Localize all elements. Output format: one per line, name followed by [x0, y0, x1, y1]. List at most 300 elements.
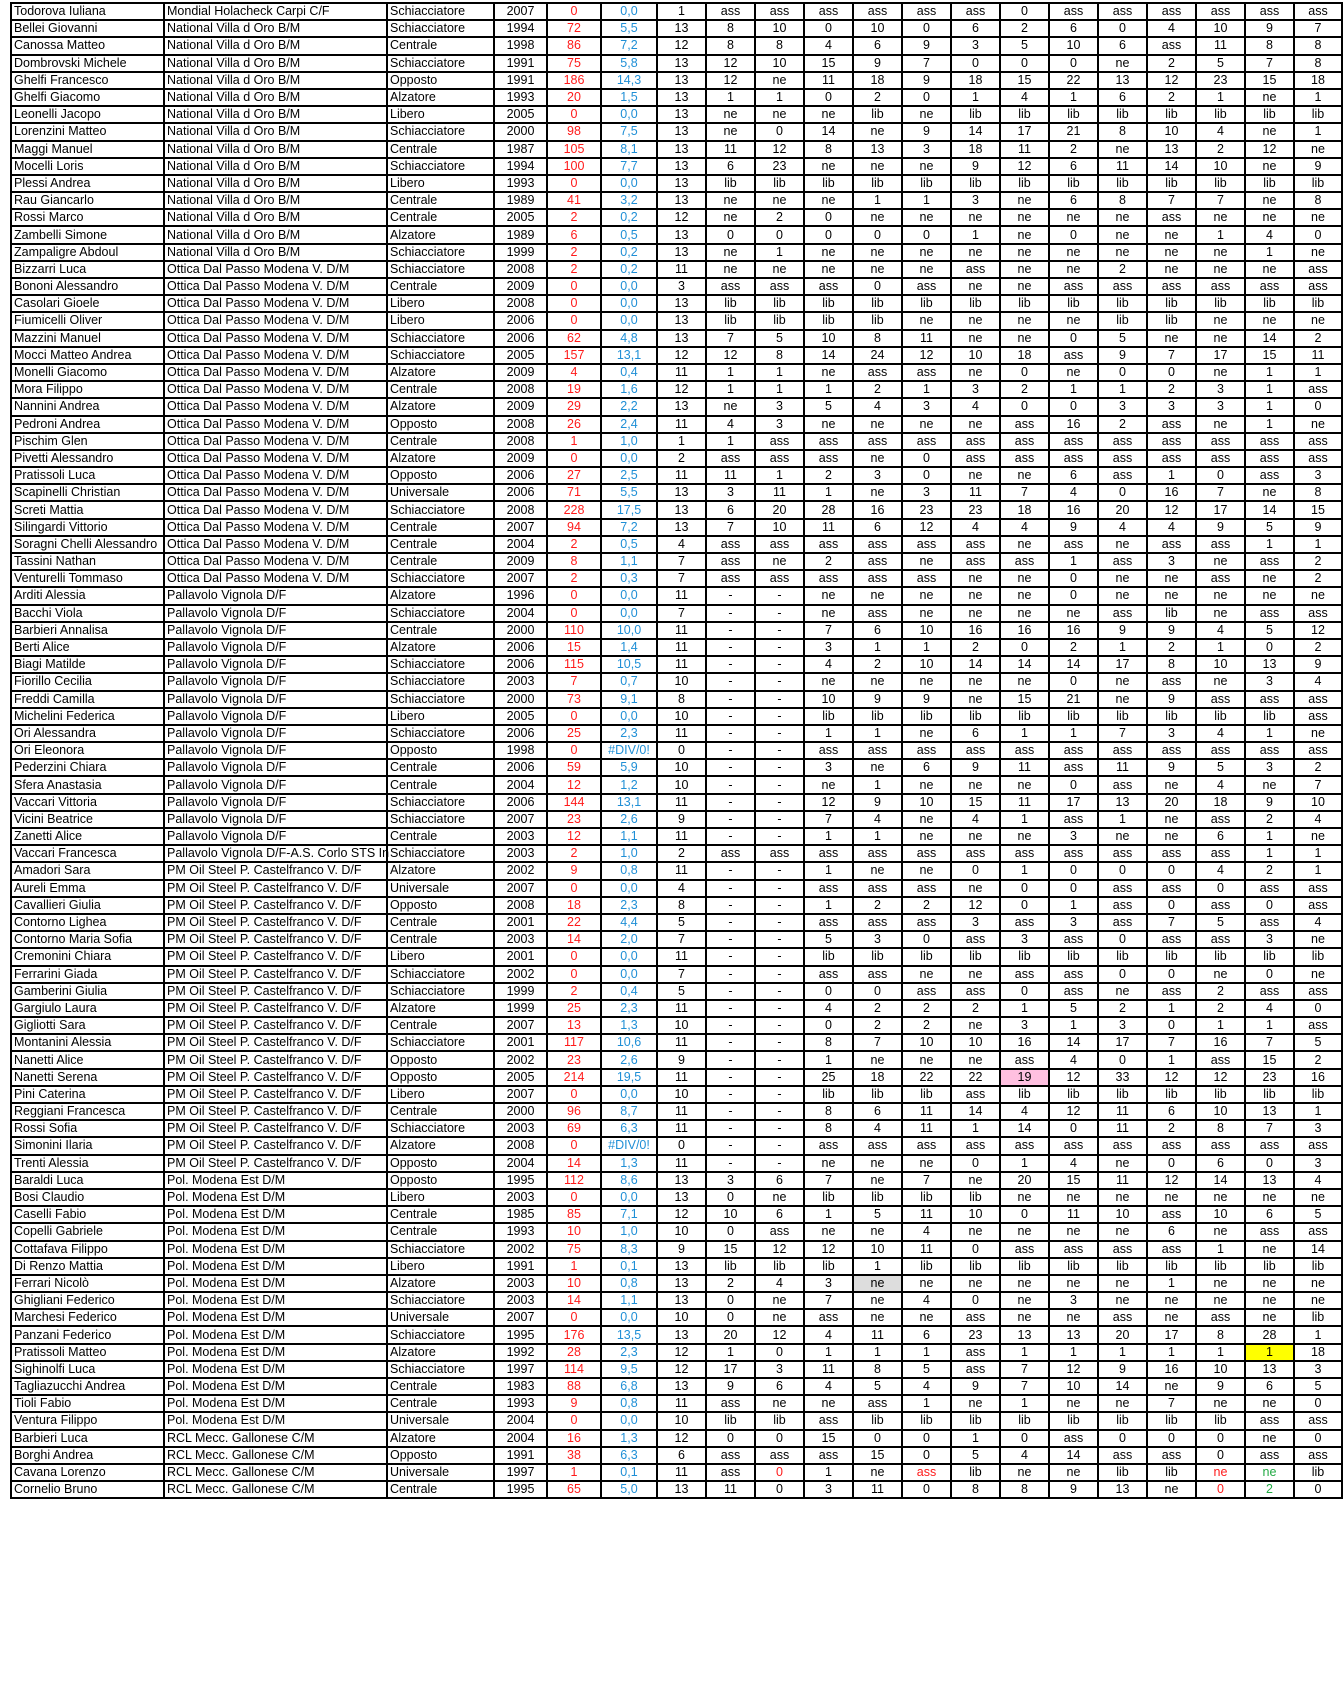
match-9-cell[interactable]: ne [1098, 1275, 1147, 1292]
role-cell[interactable]: Universale [387, 1309, 494, 1326]
match-5-cell[interactable]: 0 [902, 226, 951, 243]
role-cell[interactable]: Schiacciatore [387, 656, 494, 673]
player-name-cell[interactable]: Silingardi Vittorio [11, 519, 164, 536]
match-13-cell[interactable]: ass [1294, 1447, 1342, 1464]
matches-cell[interactable]: 11 [657, 622, 706, 639]
role-cell[interactable]: Schiacciatore [387, 1326, 494, 1343]
match-11-cell[interactable]: 12 [1196, 1069, 1245, 1086]
match-6-cell[interactable]: lib [951, 948, 1000, 965]
match-4-cell[interactable]: 1 [853, 828, 902, 845]
matches-cell[interactable]: 13 [657, 484, 706, 501]
match-6-cell[interactable]: 4 [951, 811, 1000, 828]
match-9-cell[interactable]: ass [1098, 880, 1147, 897]
match-2-cell[interactable]: 11 [755, 484, 804, 501]
match-4-cell[interactable]: 0 [853, 1430, 902, 1447]
total-points-cell[interactable]: 0 [547, 1086, 601, 1103]
match-12-cell[interactable]: lib [1245, 708, 1294, 725]
total-points-cell[interactable]: 62 [547, 330, 601, 347]
match-2-cell[interactable]: ne [755, 1189, 804, 1206]
match-8-cell[interactable]: 1 [1049, 89, 1098, 106]
match-12-cell[interactable]: ne [1245, 1189, 1294, 1206]
match-12-cell[interactable]: ass [1245, 450, 1294, 467]
match-7-cell[interactable]: 0 [1000, 364, 1049, 381]
total-points-cell[interactable]: 0 [547, 106, 601, 123]
match-1-cell[interactable]: - [706, 776, 755, 793]
role-cell[interactable]: Schiacciatore [387, 673, 494, 690]
average-cell[interactable]: 2,3 [601, 725, 657, 742]
match-12-cell[interactable]: ne [1245, 1430, 1294, 1447]
match-4-cell[interactable]: lib [853, 708, 902, 725]
role-cell[interactable]: Schiacciatore [387, 20, 494, 37]
match-10-cell[interactable]: lib [1147, 106, 1196, 123]
match-8-cell[interactable]: 3 [1049, 828, 1098, 845]
match-9-cell[interactable]: 0 [1098, 931, 1147, 948]
role-cell[interactable]: Universale [387, 1412, 494, 1429]
team-cell[interactable]: Pallavolo Vignola D/F [164, 759, 387, 776]
match-2-cell[interactable]: 1 [755, 89, 804, 106]
match-2-cell[interactable]: 0 [755, 123, 804, 140]
match-9-cell[interactable]: 8 [1098, 192, 1147, 209]
match-12-cell[interactable]: ass [1245, 983, 1294, 1000]
matches-cell[interactable]: 13 [657, 1481, 706, 1498]
match-9-cell[interactable]: 1 [1098, 811, 1147, 828]
match-11-cell[interactable]: 0 [1196, 1430, 1245, 1447]
match-13-cell[interactable]: 0 [1294, 1000, 1342, 1017]
match-2-cell[interactable]: - [755, 1155, 804, 1172]
match-9-cell[interactable]: 4 [1098, 519, 1147, 536]
birth-year-cell[interactable]: 2006 [494, 794, 547, 811]
match-1-cell[interactable]: 1 [706, 89, 755, 106]
match-7-cell[interactable]: 13 [1000, 1326, 1049, 1343]
match-7-cell[interactable]: 1 [1000, 1395, 1049, 1412]
match-4-cell[interactable]: ne [853, 1223, 902, 1240]
match-12-cell[interactable]: 14 [1245, 501, 1294, 518]
player-name-cell[interactable]: Borghi Andrea [11, 1447, 164, 1464]
match-11-cell[interactable]: ass [1196, 536, 1245, 553]
matches-cell[interactable]: 11 [657, 948, 706, 965]
match-13-cell[interactable]: 7 [1294, 20, 1342, 37]
average-cell[interactable]: 0,4 [601, 364, 657, 381]
match-8-cell[interactable]: ne [1049, 261, 1098, 278]
role-cell[interactable]: Libero [387, 1258, 494, 1275]
total-points-cell[interactable]: 0 [547, 3, 601, 20]
match-3-cell[interactable]: 11 [804, 1361, 853, 1378]
match-10-cell[interactable]: 12 [1147, 1172, 1196, 1189]
player-name-cell[interactable]: Cavana Lorenzo [11, 1464, 164, 1481]
match-11-cell[interactable]: ass [1196, 691, 1245, 708]
match-13-cell[interactable]: 0 [1294, 398, 1342, 415]
average-cell[interactable]: 1,4 [601, 639, 657, 656]
match-4-cell[interactable]: 8 [853, 330, 902, 347]
match-6-cell[interactable]: lib [951, 1464, 1000, 1481]
player-name-cell[interactable]: Tassini Nathan [11, 553, 164, 570]
match-5-cell[interactable]: 10 [902, 794, 951, 811]
match-4-cell[interactable]: 1 [853, 1344, 902, 1361]
average-cell[interactable]: 8,7 [601, 1103, 657, 1120]
team-cell[interactable]: Pol. Modena Est D/M [164, 1412, 387, 1429]
match-5-cell[interactable]: 1 [902, 192, 951, 209]
match-10-cell[interactable]: ass [1147, 931, 1196, 948]
match-12-cell[interactable]: ass [1245, 553, 1294, 570]
match-8-cell[interactable]: 0 [1049, 1120, 1098, 1137]
match-6-cell[interactable]: ass [951, 536, 1000, 553]
match-4-cell[interactable]: ass [853, 914, 902, 931]
total-points-cell[interactable]: 10 [547, 1223, 601, 1240]
match-7-cell[interactable]: 1 [1000, 1000, 1049, 1017]
birth-year-cell[interactable]: 2007 [494, 570, 547, 587]
match-1-cell[interactable]: lib [706, 1412, 755, 1429]
match-1-cell[interactable]: 0 [706, 226, 755, 243]
match-13-cell[interactable]: 2 [1294, 1051, 1342, 1068]
match-5-cell[interactable]: lib [902, 1412, 951, 1429]
match-7-cell[interactable]: 0 [1000, 398, 1049, 415]
match-9-cell[interactable]: lib [1098, 1412, 1147, 1429]
matches-cell[interactable]: 11 [657, 416, 706, 433]
birth-year-cell[interactable]: 1996 [494, 587, 547, 604]
team-cell[interactable]: PM Oil Steel P. Castelfranco V. D/F [164, 862, 387, 879]
match-10-cell[interactable]: 1 [1147, 1051, 1196, 1068]
match-13-cell[interactable]: ne [1294, 1189, 1342, 1206]
birth-year-cell[interactable]: 2004 [494, 536, 547, 553]
team-cell[interactable]: PM Oil Steel P. Castelfranco V. D/F [164, 931, 387, 948]
match-3-cell[interactable]: 7 [804, 1292, 853, 1309]
match-8-cell[interactable]: 2 [1049, 141, 1098, 158]
match-11-cell[interactable]: lib [1196, 175, 1245, 192]
average-cell[interactable]: 5,5 [601, 484, 657, 501]
match-10-cell[interactable]: 1 [1147, 1344, 1196, 1361]
match-3-cell[interactable]: 15 [804, 55, 853, 72]
match-12-cell[interactable]: 6 [1245, 1206, 1294, 1223]
match-6-cell[interactable]: ass [951, 742, 1000, 759]
match-2-cell[interactable]: 3 [755, 416, 804, 433]
player-name-cell[interactable]: Cottafava Filippo [11, 1241, 164, 1258]
match-2-cell[interactable]: ne [755, 1395, 804, 1412]
average-cell[interactable]: 0,8 [601, 1275, 657, 1292]
match-10-cell[interactable]: 7 [1147, 192, 1196, 209]
match-13-cell[interactable]: ne [1294, 587, 1342, 604]
match-11-cell[interactable]: ne [1196, 416, 1245, 433]
match-13-cell[interactable]: lib [1294, 295, 1342, 312]
total-points-cell[interactable]: 15 [547, 639, 601, 656]
match-10-cell[interactable]: ass [1147, 1447, 1196, 1464]
match-13-cell[interactable]: 4 [1294, 1172, 1342, 1189]
match-11-cell[interactable]: ne [1196, 587, 1245, 604]
match-9-cell[interactable]: ne [1098, 55, 1147, 72]
total-points-cell[interactable]: 18 [547, 897, 601, 914]
match-9-cell[interactable]: ne [1098, 828, 1147, 845]
match-8-cell[interactable]: 1 [1049, 381, 1098, 398]
match-13-cell[interactable]: 14 [1294, 1241, 1342, 1258]
match-13-cell[interactable]: lib [1294, 1309, 1342, 1326]
match-4-cell[interactable]: 0 [853, 226, 902, 243]
match-12-cell[interactable]: 28 [1245, 1326, 1294, 1343]
match-11-cell[interactable]: lib [1196, 106, 1245, 123]
match-3-cell[interactable]: ne [804, 1223, 853, 1240]
match-10-cell[interactable]: ass [1147, 416, 1196, 433]
role-cell[interactable]: Alzatore [387, 1430, 494, 1447]
average-cell[interactable]: 6,3 [601, 1447, 657, 1464]
average-cell[interactable]: 19,5 [601, 1069, 657, 1086]
birth-year-cell[interactable]: 2006 [494, 725, 547, 742]
team-cell[interactable]: Ottica Dal Passo Modena V. D/M [164, 364, 387, 381]
match-10-cell[interactable]: ass [1147, 37, 1196, 54]
total-points-cell[interactable]: 1 [547, 1258, 601, 1275]
match-13-cell[interactable]: ne [1294, 416, 1342, 433]
match-11-cell[interactable]: 2 [1196, 983, 1245, 1000]
team-cell[interactable]: Ottica Dal Passo Modena V. D/M [164, 261, 387, 278]
match-11-cell[interactable]: 3 [1196, 398, 1245, 415]
match-1-cell[interactable]: ass [706, 570, 755, 587]
match-5-cell[interactable]: ass [902, 880, 951, 897]
match-5-cell[interactable]: ne [902, 587, 951, 604]
team-cell[interactable]: Ottica Dal Passo Modena V. D/M [164, 484, 387, 501]
match-7-cell[interactable]: 4 [1000, 1103, 1049, 1120]
match-13-cell[interactable]: 5 [1294, 1206, 1342, 1223]
team-cell[interactable]: RCL Mecc. Gallonese C/M [164, 1430, 387, 1447]
match-1-cell[interactable]: 20 [706, 1326, 755, 1343]
match-12-cell[interactable]: 9 [1245, 20, 1294, 37]
match-10-cell[interactable]: ne [1147, 1309, 1196, 1326]
birth-year-cell[interactable]: 2008 [494, 381, 547, 398]
average-cell[interactable]: 0,0 [601, 278, 657, 295]
match-10-cell[interactable]: 9 [1147, 759, 1196, 776]
birth-year-cell[interactable]: 2003 [494, 1120, 547, 1137]
birth-year-cell[interactable]: 2000 [494, 123, 547, 140]
match-2-cell[interactable]: 6 [755, 1378, 804, 1395]
match-10-cell[interactable]: 3 [1147, 725, 1196, 742]
match-6-cell[interactable]: ass [951, 931, 1000, 948]
match-4-cell[interactable]: ne [853, 1155, 902, 1172]
match-1-cell[interactable]: 6 [706, 501, 755, 518]
match-4-cell[interactable]: 1 [853, 776, 902, 793]
match-4-cell[interactable]: 3 [853, 931, 902, 948]
match-5-cell[interactable]: ne [902, 244, 951, 261]
matches-cell[interactable]: 11 [657, 587, 706, 604]
match-1-cell[interactable]: - [706, 897, 755, 914]
birth-year-cell[interactable]: 1989 [494, 226, 547, 243]
role-cell[interactable]: Centrale [387, 381, 494, 398]
match-2-cell[interactable]: - [755, 1103, 804, 1120]
match-12-cell[interactable]: ass [1245, 1223, 1294, 1240]
match-10-cell[interactable]: 1 [1147, 467, 1196, 484]
player-name-cell[interactable]: Ferrari Nicolò [11, 1275, 164, 1292]
total-points-cell[interactable]: 12 [547, 776, 601, 793]
match-3-cell[interactable]: 0 [804, 983, 853, 1000]
match-4-cell[interactable]: ass [853, 966, 902, 983]
match-3-cell[interactable]: 1 [804, 1051, 853, 1068]
player-name-cell[interactable]: Vicini Beatrice [11, 811, 164, 828]
birth-year-cell[interactable]: 2008 [494, 261, 547, 278]
match-3-cell[interactable]: ne [804, 261, 853, 278]
match-3-cell[interactable]: ass [804, 3, 853, 20]
match-3-cell[interactable]: ass [804, 1309, 853, 1326]
match-12-cell[interactable]: lib [1245, 1258, 1294, 1275]
match-9-cell[interactable]: ass [1098, 450, 1147, 467]
match-12-cell[interactable]: ne [1245, 1395, 1294, 1412]
match-1-cell[interactable]: - [706, 1000, 755, 1017]
match-1-cell[interactable]: ass [706, 450, 755, 467]
role-cell[interactable]: Opposto [387, 897, 494, 914]
match-7-cell[interactable]: 4 [1000, 89, 1049, 106]
average-cell[interactable]: 0,0 [601, 1189, 657, 1206]
match-6-cell[interactable]: 1 [951, 226, 1000, 243]
match-9-cell[interactable]: ass [1098, 1241, 1147, 1258]
player-name-cell[interactable]: Todorova Iuliana [11, 3, 164, 20]
matches-cell[interactable]: 11 [657, 639, 706, 656]
matches-cell[interactable]: 8 [657, 897, 706, 914]
match-10-cell[interactable]: ass [1147, 1137, 1196, 1154]
match-4-cell[interactable]: ne [853, 1292, 902, 1309]
match-11-cell[interactable]: ass [1196, 811, 1245, 828]
match-6-cell[interactable]: lib [951, 295, 1000, 312]
match-7-cell[interactable]: ne [1000, 587, 1049, 604]
player-name-cell[interactable]: Arditi Alessia [11, 587, 164, 604]
total-points-cell[interactable]: 6 [547, 226, 601, 243]
match-6-cell[interactable]: 0 [951, 862, 1000, 879]
match-9-cell[interactable]: lib [1098, 106, 1147, 123]
match-11-cell[interactable]: 10 [1196, 158, 1245, 175]
average-cell[interactable]: 0,7 [601, 673, 657, 690]
player-name-cell[interactable]: Ori Eleonora [11, 742, 164, 759]
match-1-cell[interactable]: - [706, 1086, 755, 1103]
match-4-cell[interactable]: ass [853, 845, 902, 862]
match-8-cell[interactable]: 6 [1049, 20, 1098, 37]
match-3-cell[interactable]: 14 [804, 347, 853, 364]
match-12-cell[interactable]: ne [1245, 1292, 1294, 1309]
match-4-cell[interactable]: 1 [853, 725, 902, 742]
match-2-cell[interactable]: 0 [755, 1464, 804, 1481]
match-12-cell[interactable]: ne [1245, 1241, 1294, 1258]
role-cell[interactable]: Centrale [387, 519, 494, 536]
player-name-cell[interactable]: Cornelio Bruno [11, 1481, 164, 1498]
match-9-cell[interactable]: 3 [1098, 398, 1147, 415]
match-8-cell[interactable]: ass [1049, 1241, 1098, 1258]
match-10-cell[interactable]: ass [1147, 209, 1196, 226]
match-4-cell[interactable]: 7 [853, 1034, 902, 1051]
match-4-cell[interactable]: ne [853, 862, 902, 879]
average-cell[interactable]: 0,0 [601, 295, 657, 312]
match-5-cell[interactable]: ass [902, 364, 951, 381]
match-5-cell[interactable]: 9 [902, 123, 951, 140]
match-11-cell[interactable]: ne [1196, 605, 1245, 622]
match-8-cell[interactable]: 16 [1049, 622, 1098, 639]
match-11-cell[interactable]: ne [1196, 553, 1245, 570]
match-7-cell[interactable]: 1 [1000, 1344, 1049, 1361]
total-points-cell[interactable]: 25 [547, 1000, 601, 1017]
match-4-cell[interactable]: ass [853, 742, 902, 759]
match-13-cell[interactable]: 15 [1294, 501, 1342, 518]
match-3-cell[interactable]: 3 [804, 759, 853, 776]
team-cell[interactable]: Pallavolo Vignola D/F [164, 828, 387, 845]
team-cell[interactable]: PM Oil Steel P. Castelfranco V. D/F [164, 1000, 387, 1017]
total-points-cell[interactable]: 73 [547, 691, 601, 708]
match-11-cell[interactable]: 7 [1196, 192, 1245, 209]
birth-year-cell[interactable]: 2001 [494, 914, 547, 931]
match-3-cell[interactable]: 1 [804, 828, 853, 845]
role-cell[interactable]: Centrale [387, 209, 494, 226]
match-9-cell[interactable]: 13 [1098, 72, 1147, 89]
match-9-cell[interactable]: 2 [1098, 416, 1147, 433]
total-points-cell[interactable]: 2 [547, 536, 601, 553]
match-9-cell[interactable]: ne [1098, 536, 1147, 553]
role-cell[interactable]: Opposto [387, 1447, 494, 1464]
match-3-cell[interactable]: 1 [804, 1206, 853, 1223]
birth-year-cell[interactable]: 2009 [494, 278, 547, 295]
match-7-cell[interactable]: 0 [1000, 880, 1049, 897]
match-6-cell[interactable]: lib [951, 1412, 1000, 1429]
birth-year-cell[interactable]: 1999 [494, 1000, 547, 1017]
match-12-cell[interactable]: ne [1245, 158, 1294, 175]
match-4-cell[interactable]: ne [853, 416, 902, 433]
match-7-cell[interactable]: ne [1000, 1309, 1049, 1326]
role-cell[interactable]: Centrale [387, 931, 494, 948]
match-9-cell[interactable]: 13 [1098, 794, 1147, 811]
match-5-cell[interactable]: lib [902, 1189, 951, 1206]
match-13-cell[interactable]: 1 [1294, 89, 1342, 106]
role-cell[interactable]: Opposto [387, 416, 494, 433]
role-cell[interactable]: Schiacciatore [387, 983, 494, 1000]
average-cell[interactable]: 0,0 [601, 106, 657, 123]
match-6-cell[interactable]: 15 [951, 794, 1000, 811]
match-8-cell[interactable]: ne [1049, 364, 1098, 381]
match-2-cell[interactable]: 3 [755, 398, 804, 415]
match-6-cell[interactable]: ne [951, 673, 1000, 690]
match-7-cell[interactable]: ass [1000, 433, 1049, 450]
match-10-cell[interactable]: ne [1147, 811, 1196, 828]
average-cell[interactable]: 7,7 [601, 158, 657, 175]
matches-cell[interactable]: 11 [657, 1000, 706, 1017]
match-8-cell[interactable]: 22 [1049, 72, 1098, 89]
match-5-cell[interactable]: ass [902, 3, 951, 20]
match-13-cell[interactable]: 12 [1294, 622, 1342, 639]
role-cell[interactable]: Centrale [387, 1378, 494, 1395]
match-10-cell[interactable]: ass [1147, 536, 1196, 553]
match-12-cell[interactable]: 1 [1245, 416, 1294, 433]
match-9-cell[interactable]: lib [1098, 1086, 1147, 1103]
average-cell[interactable]: 0,2 [601, 261, 657, 278]
match-9-cell[interactable]: 9 [1098, 622, 1147, 639]
match-8-cell[interactable]: 0 [1049, 570, 1098, 587]
match-11-cell[interactable]: 5 [1196, 55, 1245, 72]
total-points-cell[interactable]: 144 [547, 794, 601, 811]
match-1-cell[interactable]: ne [706, 261, 755, 278]
matches-cell[interactable]: 13 [657, 1172, 706, 1189]
match-1-cell[interactable]: lib [706, 295, 755, 312]
match-1-cell[interactable]: - [706, 880, 755, 897]
role-cell[interactable]: Schiacciatore [387, 794, 494, 811]
match-2-cell[interactable]: 1 [755, 364, 804, 381]
team-cell[interactable]: Pol. Modena Est D/M [164, 1309, 387, 1326]
match-12-cell[interactable]: 1 [1245, 244, 1294, 261]
birth-year-cell[interactable]: 1997 [494, 1464, 547, 1481]
match-2-cell[interactable]: - [755, 1086, 804, 1103]
match-9-cell[interactable]: 20 [1098, 501, 1147, 518]
match-2-cell[interactable]: 8 [755, 347, 804, 364]
match-12-cell[interactable]: lib [1245, 295, 1294, 312]
match-4-cell[interactable]: 13 [853, 141, 902, 158]
match-13-cell[interactable]: 7 [1294, 776, 1342, 793]
match-3-cell[interactable]: 0 [804, 20, 853, 37]
match-1-cell[interactable]: - [706, 1034, 755, 1051]
match-1-cell[interactable]: 0 [706, 1189, 755, 1206]
match-4-cell[interactable]: ne [853, 158, 902, 175]
match-12-cell[interactable]: ne [1245, 209, 1294, 226]
total-points-cell[interactable]: 13 [547, 1017, 601, 1034]
match-9-cell[interactable]: 2 [1098, 261, 1147, 278]
match-6-cell[interactable]: ass [951, 553, 1000, 570]
match-9-cell[interactable]: 6 [1098, 89, 1147, 106]
total-points-cell[interactable]: 75 [547, 55, 601, 72]
